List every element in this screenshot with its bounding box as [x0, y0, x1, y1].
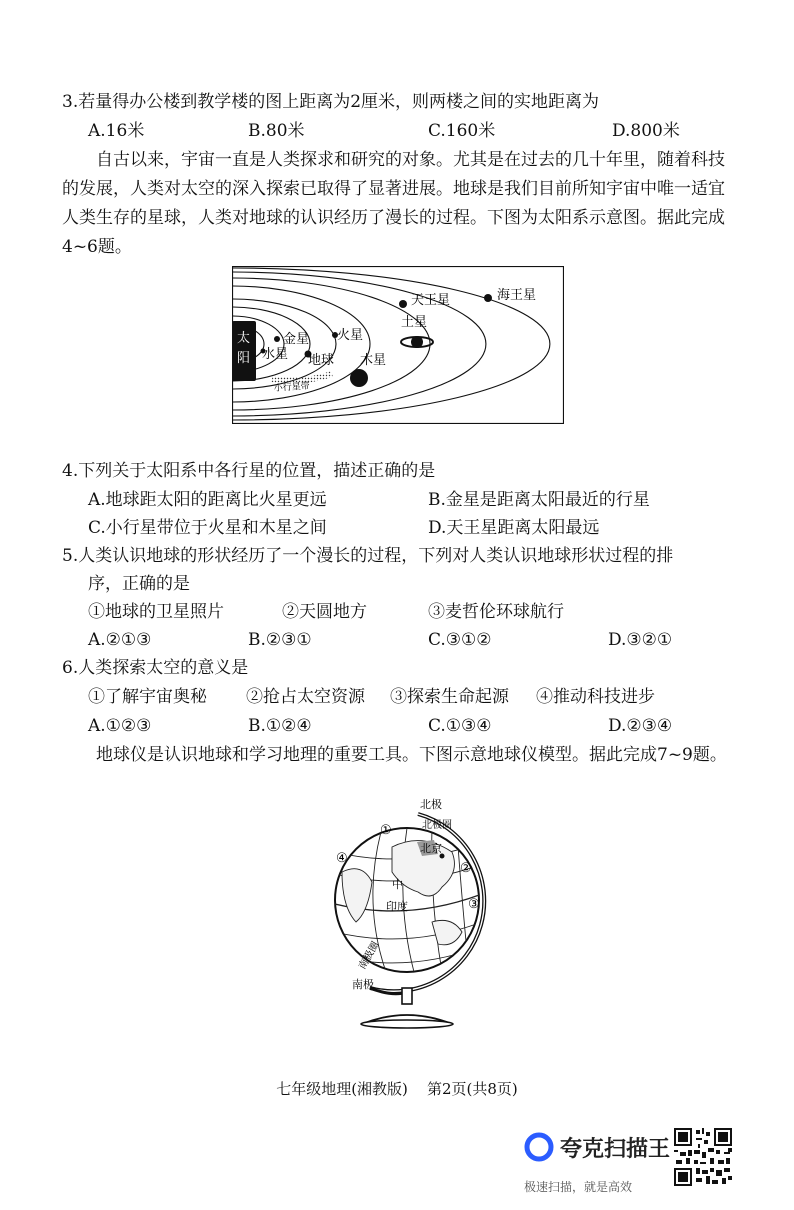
intro-paragraph-globe: 地球仪是认识地球和学习地理的重要工具。下图示意地球仪模型。据此完成7~9题。 [96, 745, 727, 765]
q5-option-c: C.③①② [428, 630, 492, 650]
q3-option-b: B.80米 [248, 121, 305, 141]
label-uranus: 天王星 [411, 293, 451, 308]
q4-stem: 4.下列关于太阳系中各行星的位置，描述正确的是 [62, 461, 436, 481]
label-mars: 火星 [337, 328, 364, 343]
label-neptune: 海王星 [497, 288, 537, 303]
marker-4: ④ [336, 851, 348, 866]
label-venus: 金星 [283, 332, 310, 347]
label-mercury: 水星 [262, 347, 289, 362]
q5-option-d: D.③②① [608, 630, 673, 650]
label-antarctic-circle: 南极圈 [357, 940, 382, 972]
q4-option-c: C.小行星带位于火星和木星之间 [88, 518, 327, 538]
q3-stem: 3.若量得办公楼到教学楼的图上距离为2厘米，则两楼之间的实地距离为 [62, 92, 600, 112]
q5-stem-line2: 序，正确的是 [88, 574, 190, 594]
intro-paragraph-solar: 自古以来，宇宙一直是人类探求和研究的对象。尤其是在过去的几十年里，随着科技的发展，人类对太空的深入探索已取得了显著进展。地球是我们目前所知宇宙中唯一适宜人类生存的星球，人类对地球的认识经历了漫长的过程。下图为太阳系示意图。据此完成4~6题。 [62, 150, 725, 257]
globe-figure [322, 792, 492, 1032]
label-saturn: 土星 [401, 315, 428, 330]
page-footer: 七年级地理(湘教版) 第2页(共8页) [276, 1080, 518, 1098]
marker-1: ① [380, 823, 392, 838]
q5-option-a: A.②①③ [88, 630, 152, 650]
planet-jupiter [350, 369, 368, 387]
planet-venus [274, 336, 280, 342]
q6-stem: 6.人类探索太空的意义是 [62, 658, 249, 678]
planet-uranus [399, 300, 407, 308]
q4-option-d: D.天王星距离太阳最远 [428, 518, 600, 538]
qr-code [672, 1126, 734, 1188]
q6-option-a: A.①②③ [88, 716, 152, 736]
label-beijing: 北京 [420, 842, 442, 855]
label-asteroid-belt: 小行星带 [273, 381, 311, 394]
q4-option-a: A.地球距太阳的距离比火星更远 [88, 490, 327, 510]
q6-item-3: ③探索生命起源 [390, 687, 509, 707]
q6-item-2: ②抢占太空资源 [246, 687, 365, 707]
sun-label: 太 [237, 331, 251, 346]
label-earth: 地球 [308, 353, 335, 368]
planet-saturn [411, 336, 423, 348]
globe-stand-post [402, 988, 412, 1004]
q6-option-c: C.①③④ [428, 716, 492, 736]
q5-stem-line1: 5.人类认识地球的形状经历了一个漫长的过程，下列对人类认识地球形状过程的排 [62, 546, 674, 566]
q3-option-a: A.16米 [88, 121, 145, 141]
label-china: 中 [392, 878, 403, 891]
solar-system-figure [232, 266, 564, 424]
q6-item-4: ④推动科技进步 [536, 687, 655, 707]
q5-item-2: ②天圆地方 [282, 602, 367, 622]
q6-option-b: B.①②④ [248, 716, 312, 736]
label-arctic-circle: 北极圈 [422, 820, 452, 831]
marker-3: ③ [468, 897, 480, 912]
brand-slogan: 极速扫描，就是高效 [524, 1180, 633, 1194]
marker-2: ② [460, 861, 472, 876]
q4-option-b: B.金星是距离太阳最近的行星 [428, 490, 650, 510]
brand-name: 夸克扫描王 [560, 1137, 671, 1162]
label-north-pole: 北极 [420, 798, 442, 811]
sun-label-2: 阳 [237, 351, 251, 366]
q5-item-3: ③麦哲伦环球航行 [428, 602, 564, 622]
q6-option-d: D.②③④ [608, 716, 673, 736]
q5-item-1: ①地球的卫星照片 [88, 602, 224, 622]
q3-option-c: C.160米 [428, 121, 496, 141]
q3-option-d: D.800米 [612, 121, 680, 141]
label-india: 印度 [386, 900, 408, 913]
quark-logo-icon [524, 1132, 554, 1162]
planet-neptune [484, 294, 492, 302]
q6-item-1: ①了解宇宙奥秘 [88, 687, 207, 707]
label-jupiter: 木星 [360, 353, 387, 368]
q5-option-b: B.②③① [248, 630, 312, 650]
label-south-pole: 南极 [352, 978, 374, 991]
